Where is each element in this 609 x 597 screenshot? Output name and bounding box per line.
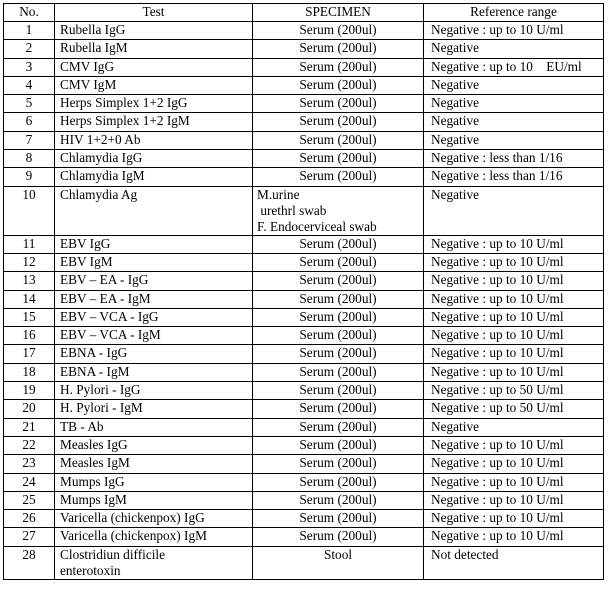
specimen: Serum (200ul)	[253, 95, 424, 113]
specimen: Serum (200ul)	[253, 272, 424, 290]
row-number: 9	[4, 168, 55, 186]
table-row	[4, 400, 604, 418]
row-number: 11	[4, 235, 55, 253]
test-name: Varicella (chickenpox) IgG	[55, 510, 253, 528]
row-number: 20	[4, 400, 55, 418]
table-row	[4, 473, 604, 491]
row-number: 5	[4, 95, 55, 113]
row-number: 19	[4, 382, 55, 400]
reference-range: Negative	[424, 76, 604, 94]
specimen: Serum (200ul)	[253, 290, 424, 308]
test-name: Chlamydia Ag	[55, 186, 253, 235]
specimen: Serum (200ul)	[253, 436, 424, 454]
test-name: HIV 1+2+0 Ab	[55, 131, 253, 149]
reference-range: Negative	[424, 418, 604, 436]
table-row	[4, 363, 604, 381]
reference-range: Negative : less than 1/16	[424, 150, 604, 168]
table-row	[4, 95, 604, 113]
test-name: Varicella (chickenpox) IgM	[55, 528, 253, 546]
specimen: Serum (200ul)	[253, 345, 424, 363]
row-number: 27	[4, 528, 55, 546]
reference-range: Negative : up to 10 U/ml	[424, 363, 604, 381]
specimen: Serum (200ul)	[253, 22, 424, 40]
table-body	[4, 22, 604, 580]
specimen: Serum (200ul)	[253, 58, 424, 76]
reference-range: Negative : up to 10 U/ml	[424, 272, 604, 290]
test-name: CMV IgG	[55, 58, 253, 76]
reference-range: Negative	[424, 113, 604, 131]
header-specimen: SPECIMEN	[253, 4, 424, 22]
table-row	[4, 253, 604, 271]
row-number: 16	[4, 327, 55, 345]
test-name-line: Clostridiun difficile	[60, 546, 166, 562]
row-number: 26	[4, 510, 55, 528]
reference-range: Negative : up to 10 U/ml	[424, 528, 604, 546]
specimen: Serum (200ul)	[253, 400, 424, 418]
reference-range: Negative : up to 10 U/ml	[424, 235, 604, 253]
test-name: EBV – EA - IgM	[55, 290, 253, 308]
test-name: EBNA - IgM	[55, 363, 253, 381]
reference-range: Not detected	[424, 546, 604, 579]
specimen: Serum (200ul)	[253, 113, 424, 131]
test-name: Herps Simplex 1+2 IgG	[55, 95, 253, 113]
table-row	[4, 290, 604, 308]
table-row	[4, 491, 604, 509]
specimen: Serum (200ul)	[253, 168, 424, 186]
specimen: Serum (200ul)	[253, 491, 424, 509]
table-row	[4, 418, 604, 436]
header-no: No.	[4, 4, 55, 22]
specimen: Serum (200ul)	[253, 382, 424, 400]
row-number: 1	[4, 22, 55, 40]
reference-range: Negative : up to 50 U/ml	[424, 382, 604, 400]
specimen: Serum (200ul)	[253, 235, 424, 253]
specimen-line: F. Endocerviceal swab	[257, 218, 377, 234]
specimen: Serum (200ul)	[253, 528, 424, 546]
reference-range: Negative : up to 10 U/ml	[424, 345, 604, 363]
row-number: 25	[4, 491, 55, 509]
test-table	[3, 3, 604, 580]
specimen: Serum (200ul)	[253, 131, 424, 149]
row-number: 18	[4, 363, 55, 381]
reference-range: Negative : less than 1/16	[424, 168, 604, 186]
table-row	[4, 510, 604, 528]
reference-range: Negative	[424, 131, 604, 149]
row-number: 2	[4, 40, 55, 58]
row-number: 14	[4, 290, 55, 308]
table-row	[4, 327, 604, 345]
table-row	[4, 235, 604, 253]
test-name: EBV – VCA - IgG	[55, 308, 253, 326]
table-row	[4, 22, 604, 40]
row-number: 4	[4, 76, 55, 94]
test-name: Rubella IgM	[55, 40, 253, 58]
reference-range: Negative	[424, 95, 604, 113]
table-row	[4, 455, 604, 473]
specimen: Serum (200ul)	[253, 253, 424, 271]
table-row	[4, 528, 604, 546]
specimen: Serum (200ul)	[253, 473, 424, 491]
specimen-line: urethrl swab	[257, 202, 327, 218]
specimen-line: M.urine	[257, 186, 300, 202]
test-name: CMV IgM	[55, 76, 253, 94]
row-number: 6	[4, 113, 55, 131]
test-name-line: enterotoxin	[60, 562, 121, 578]
test-name	[55, 546, 253, 579]
test-name: Chlamydia IgM	[55, 168, 253, 186]
reference-range: Negative : up to 10 U/ml	[424, 436, 604, 454]
test-name: Mumps IgG	[55, 473, 253, 491]
row-number: 10	[4, 186, 55, 235]
specimen: Serum (200ul)	[253, 455, 424, 473]
reference-range: Negative : up to 10 U/ml	[424, 253, 604, 271]
table-row	[4, 308, 604, 326]
test-name: Mumps IgM	[55, 491, 253, 509]
table-row	[4, 40, 604, 58]
table-row	[4, 382, 604, 400]
row-number: 13	[4, 272, 55, 290]
specimen	[253, 186, 424, 235]
reference-range: Negative : up to 10 U/ml	[424, 290, 604, 308]
header-test: Test	[55, 4, 253, 22]
row-number: 7	[4, 131, 55, 149]
table-header-row	[4, 4, 604, 22]
specimen: Serum (200ul)	[253, 76, 424, 94]
table-row	[4, 345, 604, 363]
table-row	[4, 436, 604, 454]
test-name: H. Pylori - IgG	[55, 382, 253, 400]
specimen: Serum (200ul)	[253, 510, 424, 528]
table-row	[4, 272, 604, 290]
test-name: EBNA - IgG	[55, 345, 253, 363]
reference-range: Negative : up to 10 EU/ml	[424, 58, 604, 76]
reference-range: Negative	[424, 40, 604, 58]
test-name: Chlamydia IgG	[55, 150, 253, 168]
reference-range: Negative : up to 10 U/ml	[424, 22, 604, 40]
reference-range: Negative : up to 10 U/ml	[424, 455, 604, 473]
specimen: Serum (200ul)	[253, 418, 424, 436]
reference-range: Negative : up to 10 U/ml	[424, 308, 604, 326]
table-row	[4, 113, 604, 131]
row-number: 12	[4, 253, 55, 271]
row-number: 3	[4, 58, 55, 76]
row-number: 8	[4, 150, 55, 168]
row-number: 28	[4, 546, 55, 579]
row-number: 21	[4, 418, 55, 436]
row-number: 24	[4, 473, 55, 491]
test-name: Measles IgM	[55, 455, 253, 473]
reference-range: Negative : up to 10 U/ml	[424, 327, 604, 345]
reference-range: Negative : up to 10 U/ml	[424, 510, 604, 528]
specimen: Serum (200ul)	[253, 308, 424, 326]
test-name: EBV IgG	[55, 235, 253, 253]
header-reference-range: Reference range	[424, 4, 604, 22]
row-number: 22	[4, 436, 55, 454]
row-number: 17	[4, 345, 55, 363]
specimen: Serum (200ul)	[253, 327, 424, 345]
specimen: Stool	[253, 546, 424, 579]
table-row	[4, 168, 604, 186]
specimen: Serum (200ul)	[253, 150, 424, 168]
test-name: EBV – EA - IgG	[55, 272, 253, 290]
table-row	[4, 186, 604, 235]
reference-range: Negative : up to 10 U/ml	[424, 491, 604, 509]
table-row	[4, 131, 604, 149]
test-name: TB - Ab	[55, 418, 253, 436]
specimen: Serum (200ul)	[253, 40, 424, 58]
row-number: 15	[4, 308, 55, 326]
test-name: Rubella IgG	[55, 22, 253, 40]
table-row	[4, 58, 604, 76]
test-name: EBV – VCA - IgM	[55, 327, 253, 345]
test-name: Herps Simplex 1+2 IgM	[55, 113, 253, 131]
table-row	[4, 546, 604, 579]
reference-range: Negative	[424, 186, 604, 235]
specimen: Serum (200ul)	[253, 363, 424, 381]
test-reference-document	[3, 3, 604, 580]
table-row	[4, 76, 604, 94]
row-number: 23	[4, 455, 55, 473]
test-name: H. Pylori - IgM	[55, 400, 253, 418]
test-name: Measles IgG	[55, 436, 253, 454]
test-name: EBV IgM	[55, 253, 253, 271]
table-row	[4, 150, 604, 168]
reference-range: Negative : up to 50 U/ml	[424, 400, 604, 418]
reference-range: Negative : up to 10 U/ml	[424, 473, 604, 491]
